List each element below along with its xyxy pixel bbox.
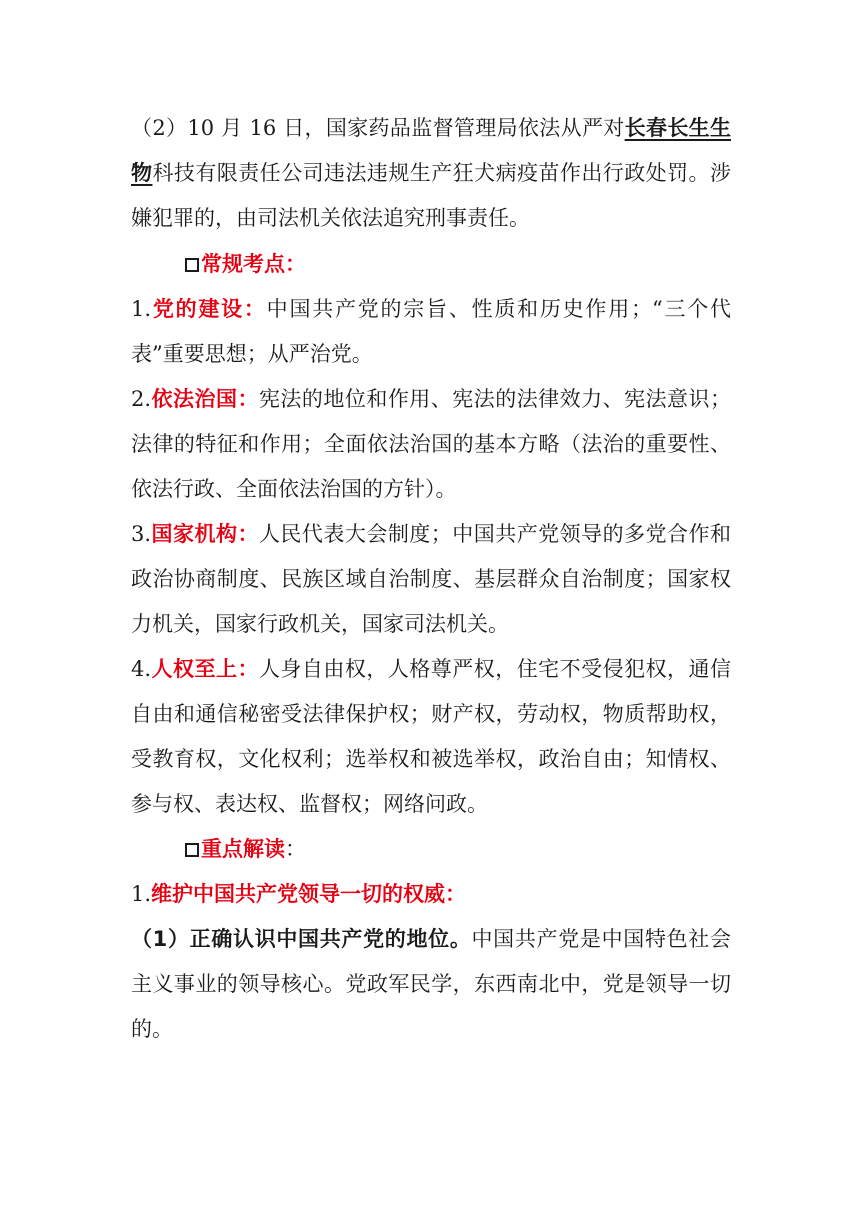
company-name-underlined: 长春长生生物 <box>131 116 731 185</box>
intro-prefix: （2）10 月 16 日，国家药品监督管理局依法从严对 <box>131 116 625 140</box>
checkbox-square-icon <box>185 258 199 272</box>
point-number: 2. <box>131 387 152 411</box>
intro-suffix: 科技有限责任公司违法违规生产狂犬病疫苗作出行政处罚。涉嫌犯罪的，由司法机关依法追究刑事责任。 <box>131 161 732 230</box>
key-point-1 <box>131 872 731 917</box>
regular-point-2 <box>131 377 731 512</box>
point-number: 3. <box>131 522 152 546</box>
section-title-regular: 常规考点 <box>201 252 285 276</box>
regular-point-4 <box>131 647 731 827</box>
section-heading-regular <box>185 242 306 287</box>
point-title: 人权至上： <box>151 657 259 681</box>
point-text: 中国共产党的宗旨、性质和历史作用；“三个代表”重要思想；从严治党。 <box>131 297 732 366</box>
sub-point-text: 中国共产党是中国特色社会主义事业的领导核心。党政军民学，东西南北中，党是领导一切的。 <box>131 927 731 1041</box>
point-number: 4. <box>131 657 152 681</box>
section-heading-key <box>185 827 306 872</box>
point-title: 国家机构： <box>151 522 259 546</box>
point-title: 依法治国： <box>151 387 259 411</box>
regular-point-3 <box>131 512 731 647</box>
section-colon-key: ： <box>285 837 306 861</box>
checkbox-square-icon <box>185 843 199 857</box>
regular-point-1 <box>131 287 731 377</box>
point-title: 党的建设： <box>151 297 267 321</box>
intro-paragraph <box>131 106 731 241</box>
section-title-key: 重点解读 <box>201 837 285 861</box>
point-number: 1. <box>131 882 152 906</box>
point-text: 人身自由权，人格尊严权，住宅不受侵犯权，通信自由和通信秘密受法律保护权；财产权，劳动权，物质帮助权，受教育权，文化权利；选举权和被选举权，政治自由；知情权、参与权、表达权、监督权；网络问政。 <box>131 657 732 816</box>
key-point-sub-1 <box>131 917 731 1052</box>
point-text: 人民代表大会制度；中国共产党领导的多党合作和政治协商制度、民族区域自治制度、基层群众自治制度；国家权力机关，国家行政机关，国家司法机关。 <box>131 522 732 636</box>
section-colon-regular: ： <box>285 252 306 276</box>
point-number: 1. <box>131 297 152 321</box>
sub-point-label: （1）正确认识中国共产党的地位。 <box>131 927 472 951</box>
point-text: 宪法的地位和作用、宪法的法律效力、宪法意识；法律的特征和作用；全面依法治国的基本方略（法治的重要性、依法行政、全面依法治国的方针）。 <box>131 387 732 501</box>
point-title: 维护中国共产党领导一切的权威： <box>151 882 467 906</box>
